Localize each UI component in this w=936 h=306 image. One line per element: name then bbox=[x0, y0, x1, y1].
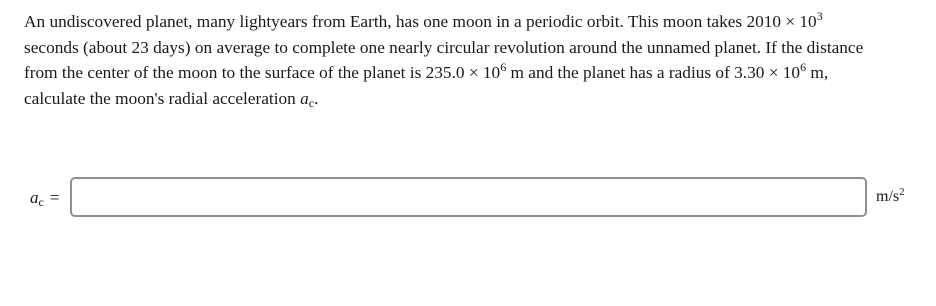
problem-text-line3a: from the center of the moon to the surface of the planet is 235.0 × 10 bbox=[24, 63, 501, 83]
unit-base: m/s bbox=[876, 188, 900, 205]
problem-text-period: . bbox=[314, 88, 319, 108]
answer-row bbox=[0, 177, 936, 219]
radial-acceleration-subscript: c bbox=[308, 95, 315, 110]
answer-label-subscript: c bbox=[38, 195, 44, 209]
problem-text-line4: calculate the moon's radial acceleration bbox=[24, 88, 301, 108]
problem-text-line1: An undiscovered planet, many lightyears from Earth, has one moon in a periodic orbit. This moon takes 2010 × 10 bbox=[24, 12, 817, 31]
problem-statement bbox=[24, 9, 914, 111]
exponent-time: 3 bbox=[816, 9, 823, 23]
answer-label-symbol: a bbox=[30, 188, 39, 207]
radial-acceleration-symbol: a bbox=[300, 88, 309, 108]
problem-text-line3b: m and the planet has a radius of 3.30 × 10 bbox=[506, 63, 801, 83]
answer-label bbox=[30, 188, 59, 208]
exponent-distance: 6 bbox=[500, 60, 507, 75]
unit-exponent: 2 bbox=[899, 186, 905, 198]
unit-label bbox=[876, 187, 905, 207]
equals-sign: = bbox=[49, 188, 60, 207]
problem-text-line2: seconds (about 23 days) on average to complete one nearly circular revolution around the unnamed planet. If the distance bbox=[24, 37, 864, 57]
problem-text-line3c: m, bbox=[806, 63, 829, 83]
answer-input[interactable] bbox=[70, 177, 867, 217]
exponent-radius: 6 bbox=[800, 60, 807, 75]
